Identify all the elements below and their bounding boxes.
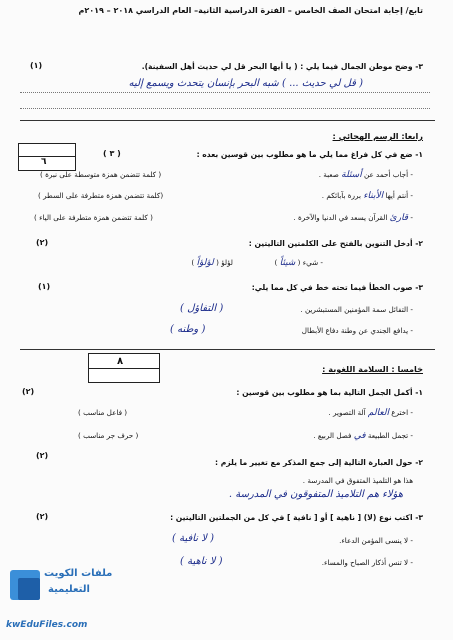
page-header: تابع/ إجابة امتحان الصف الخامس – الفترة الدراسية الثانية– العام الدراسي ٢٠١٨ – ٢٠١٩م [78,6,423,15]
answer-line [20,108,430,109]
handwritten-answer: في [353,431,366,441]
s5-q2-prompt: ٢- حول العبارة التالية إلى جمع المذكر مع تغيير ما يلزم : [215,458,423,467]
handwritten-answer: ( لا ناهية ) [180,556,223,567]
answer-line [20,92,430,93]
handwritten-answer: شيئاً [279,258,296,268]
site-logo [4,560,124,640]
q3-correct-prompt: ٣- صوب الخطأ فيما تحته خط في كل مما يلي: [251,283,423,292]
complete-line-2: - تجمل الطبيعة في فصل الربيع . [313,431,413,441]
handwritten-answer: العالم [367,408,389,418]
fill-hint-3: ( كلمة تتضمن همزة متطرفة على الياء ) [34,213,153,222]
s5-q3-prompt: ٣- اكتب نوع (لا) [ ناهية ] أو [ نافية ] في كل من الجملتين التاليتين : [170,513,423,522]
complete-hint-1: ( فاعل مناسب ) [78,408,128,417]
handwritten-answer: هؤلاء هم التلاميذ المتفوقون في المدرسة . [228,489,403,500]
s5-q1-prompt: ١- أكمل الجمل التالية بما هو مطلوب بين قوسين : [236,388,423,397]
score-box [88,353,160,383]
fill-line-1: - أجاب أحمد عن أسئلة صعبة . [318,170,413,180]
handwritten-answer: ( التفاؤل ) [180,303,224,314]
q3-correct-mark: (١) [38,282,51,291]
logo-line-1: ملفات الكويت [44,568,113,579]
correct-item-1: - التفائل سمة المؤمنين المستبشرين . [300,305,413,314]
s5-q2-sentence: هذا هو التلميذ المتفوق في المدرسة . [302,476,413,485]
tanween-item-1: لؤلؤ ( لؤلؤاً ) [191,258,233,268]
score-value: ٨ [117,356,124,367]
q3-mark: (١) [30,61,43,70]
logo-line-2: التعليمية [48,584,90,595]
fill-line-3: - قارئ القرآن يسعد في الدنيا والآخرة . [293,213,413,223]
divider [20,349,435,350]
complete-line-1: - اخترع العالم آلة التصوير . [328,408,413,418]
section-title: خامسا : السلامة اللغوية : [322,364,423,374]
complete-hint-2: ( حرف جر مناسب ) [78,431,139,440]
la-item-2: - لا تنس أذكار الصباح والمساء. [321,558,413,567]
score-box [18,143,76,171]
handwritten-answer: لؤلؤاً [196,258,214,268]
q2-prompt: ٢- أدخل التنوين بالفتح على الكلمتين التاليتين : [248,239,423,248]
tanween-item-2: - شيء ( شيئاً ) [274,258,323,268]
q3-answer: ( قل لي حديث ... ) شبه البحر بإنسان يتحدث ويسمع إليه [128,78,363,89]
s5-q1-mark: (٢) [22,387,35,396]
logo-url: kwEduFiles.com [6,620,88,630]
correct-item-2: - يدافع الجندي عن وطنة دفاع الأبطال [301,326,413,335]
s5-q2-mark: (٢) [36,451,49,460]
score-value: ٦ [41,157,47,167]
handwritten-answer: ( لا نافية ) [172,533,215,544]
fill-line-2: - أنتم أيها الأبناء بررة بآبائكم . [321,191,413,201]
fill-hint-2: (كلمة تتضمن همزة متطرفة على السطر ) [38,191,164,200]
divider [20,120,435,121]
q2-mark: (٢) [36,238,49,247]
q1-mark: ( ٣ ) [103,149,121,158]
fill-hint-1: ( كلمة تتضمن همزة متوسطة على نبرة ) [40,170,162,179]
section-title: رابعا: الرسم الهجائي : [332,131,423,141]
handwritten-answer: الأبناء [363,191,384,201]
la-item-1: - لا ينسى المؤمن الدعاء. [339,536,413,545]
handwritten-answer: أسئلة [341,170,362,180]
q3-prompt: ٣- وضح موطن الجمال فيما يلي : ( يا أيها البحر قل لي حديث أهل السفينة). [141,62,423,71]
q1-prompt: ١- ضع في كل فراغ مما يلي ما هو مطلوب بين قوسين بعده : [196,150,423,159]
s5-q3-mark: (٢) [36,512,49,521]
handwritten-answer: قارئ [389,213,409,223]
logo-icon-shadow [18,578,40,600]
handwritten-answer: ( وطنه ) [170,324,206,335]
